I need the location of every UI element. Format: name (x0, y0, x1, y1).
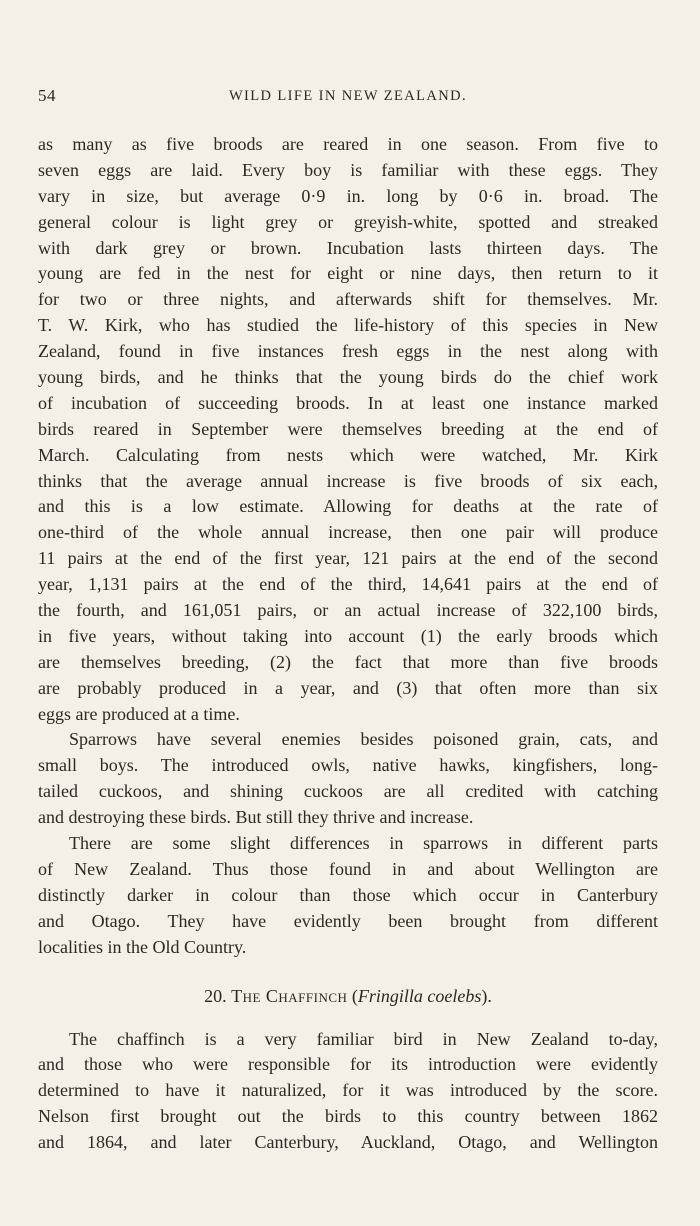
paragraph-chaffinch (38, 1027, 658, 1156)
paragraph-sparrow-breeding (38, 132, 658, 727)
text-line: Zealand, found in five instances fresh eggs in the nest along with (38, 341, 658, 362)
page-number: 54 (38, 86, 56, 105)
text-line: The chaffinch is a very familiar bird in New Zealand to-day, (69, 1028, 658, 1049)
text-line: of New Zealand. Thus those found in and about Wellington are (38, 858, 658, 879)
text-line: as many as five broods are reared in one season. From five to (38, 134, 658, 154)
text-line: and those who were responsible for its introduction were evidently (38, 1054, 658, 1075)
text-line: Sparrows have several enemies besides poisoned grain, cats, and (69, 729, 658, 750)
text-line: determined to have it naturalized, for it was introduced by the score. (38, 1080, 658, 1101)
section-heading (38, 983, 658, 1009)
running-title: WILD LIFE IN NEW ZEALAND. (228, 88, 468, 104)
text-line: vary in size, but average 0·9 in. long by 0·6 in. broad. The (38, 185, 658, 206)
text-line: young are fed in the nest for eight or nine days, then return to it (38, 263, 658, 284)
text-line: 11 pairs at the end of the first year, 121 pairs at the end of the second (38, 548, 658, 569)
text-line: young birds, and he thinks that the young birds do the chief work (38, 367, 658, 388)
text-line: eggs are produced at a time. (38, 703, 240, 724)
text-line: birds reared in September were themselves breeding at the end of (38, 418, 658, 439)
section-number: 20. (204, 985, 227, 1006)
text-line: and Otago. They have evidently been brought from different (38, 910, 658, 931)
section-title: The Chaffinch (231, 985, 348, 1006)
text-line: T. W. Kirk, who has studied the life-history of this species in New (38, 315, 658, 336)
scientific-name: Fringilla coelebs (357, 985, 482, 1006)
book-page (38, 86, 658, 1156)
text-line: and destroying these birds. But still they thrive and increase. (38, 807, 474, 828)
text-line: one-third of the whole annual increase, then one pair will produce (38, 522, 658, 543)
text-line: small boys. The introduced owls, native hawks, kingfishers, long- (38, 755, 658, 776)
text-line: in five years, without taking into account (1) the early broods which (38, 625, 658, 646)
text-line: March. Calculating from nests which were watched, Mr. Kirk (38, 444, 658, 465)
paragraph-sparrow-differences (38, 831, 658, 960)
text-line: and this is a low estimate. Allowing for deaths at the rate of (38, 496, 658, 517)
paren-open: ( (351, 985, 358, 1006)
text-line: of incubation of succeeding broods. In at least one instance marked (38, 392, 658, 413)
text-line: general colour is light grey or greyish-white, spotted and streaked (38, 211, 658, 232)
text-line: thinks that the average annual increase is five broods of six each, (38, 470, 658, 491)
text-line: with dark grey or brown. Incubation lasts thirteen days. The (38, 237, 658, 258)
text-line: tailed cuckoos, and shining cuckoos are all credited with catching (38, 781, 658, 802)
text-line: the fourth, and 161,051 pairs, or an actual increase of 322,100 birds, (38, 600, 658, 621)
paragraph-sparrow-enemies (38, 727, 658, 831)
text-line: Nelson first brought out the birds to this country between 1862 (38, 1106, 658, 1127)
body-text (38, 132, 658, 1156)
running-head (38, 86, 658, 112)
text-line: localities in the Old Country. (38, 936, 247, 957)
text-line: seven eggs are laid. Every boy is familiar with these eggs. They (38, 159, 658, 180)
text-line: are themselves breeding, (2) the fact that more than five broods (38, 651, 658, 672)
text-line: are probably produced in a year, and (3) that often more than six (38, 677, 658, 698)
text-line: for two or three nights, and afterwards shift for themselves. Mr. (38, 289, 658, 310)
text-line: distinctly darker in colour than those which occur in Canterbury (38, 884, 658, 905)
text-line: and 1864, and later Canterbury, Auckland, Otago, and Wellington (38, 1132, 658, 1153)
paren-close: ). (481, 985, 492, 1006)
text-line: year, 1,131 pairs at the end of the third, 14,641 pairs at the end of (38, 574, 658, 595)
text-line: There are some slight differences in sparrows in different parts (69, 833, 658, 854)
